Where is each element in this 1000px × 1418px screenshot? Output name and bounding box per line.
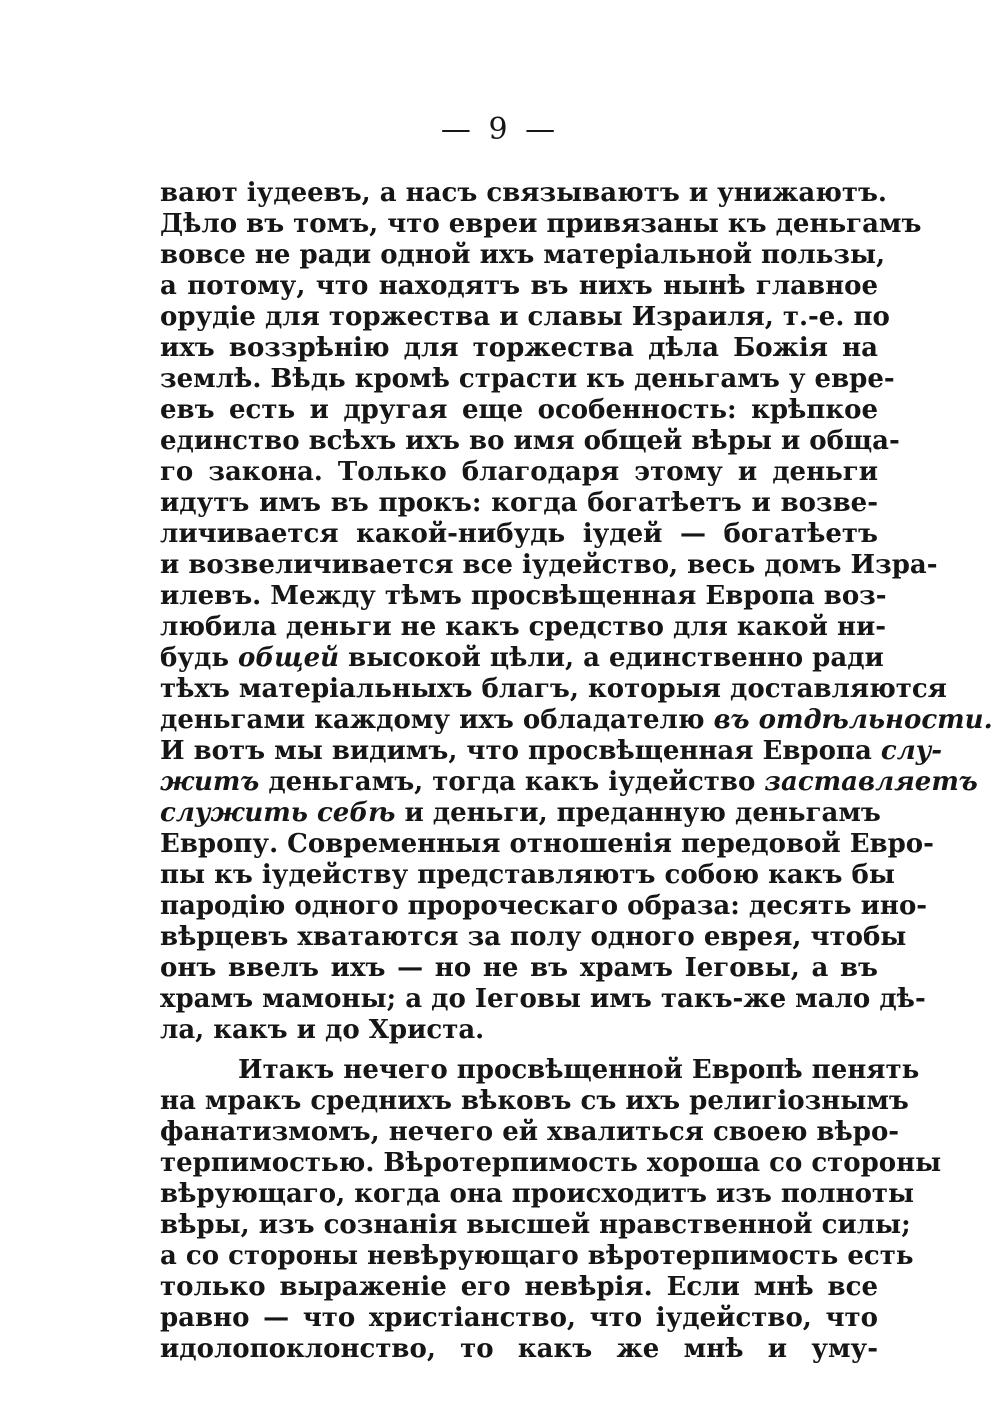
- text-line: [160, 953, 878, 984]
- text-line: [160, 581, 887, 612]
- text-line: [160, 426, 900, 457]
- text-segment: и деньги, преданную деньгамъ: [395, 798, 881, 828]
- text-segment: высокой цѣли, а единственно ради: [339, 643, 884, 673]
- text-line: [160, 922, 907, 953]
- text-line: [160, 829, 934, 860]
- text-segment: вѣрцевъ хватаются за полу одного еврея, чтобы: [160, 922, 907, 952]
- italic-segment: заставляетъ: [764, 767, 978, 797]
- italic-segment: общей: [238, 643, 340, 673]
- text-line: [160, 178, 887, 209]
- italic-segment: служить себѣ: [160, 798, 396, 828]
- text-segment: терпимостью. Вѣротерпимость хороша со стороны: [160, 1148, 942, 1178]
- text-segment: И вотъ мы видимъ, что просвѣщенная Европа: [160, 736, 881, 766]
- text-segment: идолопоклонство, то какъ же мнѣ и уму-: [160, 1334, 878, 1364]
- text-line: [160, 674, 947, 705]
- page-number: — 9 —: [440, 112, 560, 147]
- text-segment: тѣхъ матеріальныхъ благъ, которыя доставляются: [160, 674, 947, 704]
- text-segment: илевъ. Между тѣмъ просвѣщенная Европа воз-: [160, 581, 887, 611]
- text-segment: евъ есть и другая еще особенность: крѣпкое: [160, 395, 878, 425]
- text-line: [160, 1272, 878, 1303]
- text-line: [160, 1303, 878, 1334]
- italic-segment: въ отдѣльности.: [713, 705, 993, 735]
- text-line: [160, 240, 886, 271]
- text-segment: идутъ имъ въ прокъ: когда богатѣетъ и возве-: [160, 488, 878, 518]
- text-segment: вовсе не ради одной ихъ матеріальной пользы,: [160, 240, 886, 270]
- italic-segment: житъ: [160, 767, 260, 797]
- text-segment: Европу. Современныя отношенія передовой Евро-: [160, 829, 934, 859]
- text-line: [160, 798, 881, 829]
- text-line: [160, 984, 926, 1015]
- text-segment: личивается какой-нибудь іудей — богатѣетъ: [160, 519, 878, 549]
- text-segment: Дѣло въ томъ, что евреи привязаны къ деньгамъ: [160, 209, 922, 239]
- text-line: [160, 271, 878, 302]
- text-line: [160, 1210, 911, 1241]
- text-segment: любила деньги не какъ средство для какой ни-: [160, 612, 887, 642]
- text-segment: вают іудеевъ, а насъ связываютъ и унижаютъ.: [160, 178, 887, 208]
- text-line: [160, 860, 895, 891]
- text-line: [160, 1015, 878, 1046]
- text-line: [160, 395, 878, 426]
- text-line: [160, 1086, 909, 1117]
- text-segment: ла, какъ и до Христа.: [160, 1015, 485, 1045]
- text-line: [160, 302, 890, 333]
- text-line: [160, 1055, 920, 1086]
- text-line: [160, 333, 878, 364]
- text-segment: и возвеличивается все іудейство, весь домъ Изра-: [160, 550, 938, 580]
- text-segment: вѣры, изъ сознанія высшей нравственной силы;: [160, 1210, 911, 1240]
- text-line: [160, 1148, 942, 1179]
- text-segment: Итакъ нечего просвѣщенной Европѣ пенять: [238, 1055, 920, 1085]
- text-segment: фанатизмомъ, нечего ей хвалиться своею вѣро-: [160, 1117, 900, 1147]
- text-segment: будь: [160, 643, 239, 673]
- text-segment: пародію одного пророческаго образа: десять ино-: [160, 891, 928, 921]
- text-line: [160, 550, 938, 581]
- text-line: [160, 891, 928, 922]
- italic-segment: слу-: [880, 736, 943, 766]
- text-line: [160, 364, 895, 395]
- text-line: [160, 736, 943, 767]
- text-segment: го закона. Только благодаря этому и деньги: [160, 457, 878, 487]
- text-segment: пы къ іудейству представляютъ собою какъ бы: [160, 860, 895, 890]
- text-segment: онъ ввелъ ихъ — но не въ храмъ Іеговы, а въ: [160, 953, 878, 983]
- text-line: [160, 209, 922, 240]
- text-line: [160, 1179, 915, 1210]
- text-segment: орудіе для торжества и славы Израиля, т.-е. по: [160, 302, 890, 332]
- text-line: [160, 767, 978, 798]
- text-segment: ихъ воззрѣнію для торжества дѣла Божія на: [160, 333, 878, 363]
- text-line: [160, 612, 887, 643]
- text-line: [160, 519, 878, 550]
- body-text: [160, 178, 993, 1365]
- text-segment: единство всѣхъ ихъ во имя общей вѣры и обща-: [160, 426, 900, 456]
- text-line: [160, 457, 878, 488]
- text-segment: вѣрующаго, когда она происходитъ изъ полноты: [160, 1179, 915, 1209]
- text-line: [160, 1117, 900, 1148]
- text-segment: а со стороны невѣрующаго вѣротерпимость есть: [160, 1241, 914, 1271]
- text-segment: деньгамъ, тогда какъ іудейство: [259, 767, 765, 797]
- text-line: [160, 1334, 878, 1365]
- text-line: [160, 705, 993, 736]
- text-segment: храмъ мамоны; а до Іеговы имъ такъ-же мало дѣ-: [160, 984, 926, 1014]
- text-line: [160, 643, 884, 674]
- text-line: [160, 1241, 914, 1272]
- text-segment: землѣ. Вѣдь кромѣ страсти къ деньгамъ у евре-: [160, 364, 895, 394]
- text-segment: деньгами каждому ихъ обладателю: [160, 705, 714, 735]
- text-segment: на мракъ среднихъ вѣковъ съ ихъ религіознымъ: [160, 1086, 909, 1116]
- text-segment: только выраженіе его невѣрія. Если мнѣ все: [160, 1272, 878, 1302]
- text-line: [160, 488, 878, 519]
- text-segment: а потому, что находятъ въ нихъ нынѣ главное: [160, 271, 878, 301]
- text-segment: равно — что христіанство, что іудейство, что: [160, 1303, 878, 1333]
